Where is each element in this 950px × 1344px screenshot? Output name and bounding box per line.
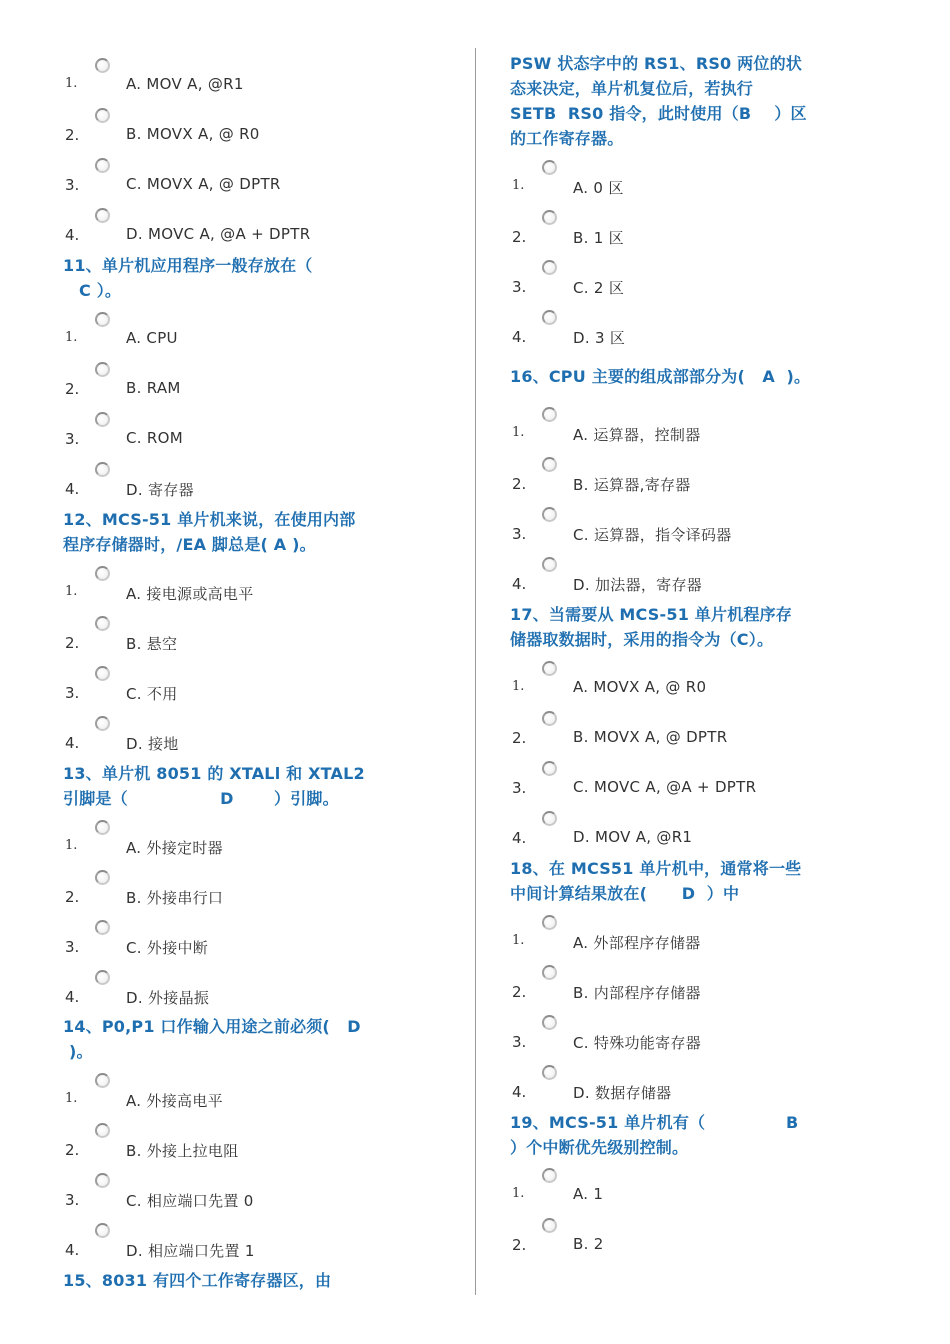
option-label: C. ROM	[126, 429, 183, 447]
option-number: 4.	[65, 988, 80, 1006]
question-text-line: 15、8031 有四个工作寄存器区，由	[63, 1271, 332, 1290]
option-label: D. 接地	[126, 735, 179, 753]
option-label: A. MOV A, @R1	[126, 75, 244, 93]
option-label: C. 外接中断	[126, 939, 209, 957]
option-label: C. 2 区	[573, 279, 625, 297]
option-number: 4.	[65, 1241, 80, 1259]
q14-option-1[interactable]	[63, 1073, 383, 1123]
q16-option-1[interactable]	[510, 407, 830, 457]
option-number: 1.	[512, 425, 525, 440]
option-label: B. 1 区	[573, 229, 624, 247]
option-number: 2.	[512, 475, 527, 493]
question-text-line: 中间计算结果放在( D ）中	[510, 884, 740, 903]
radio-button-icon[interactable]	[542, 965, 557, 980]
option-number: 2.	[65, 126, 80, 144]
q13-option-1[interactable]	[63, 820, 383, 870]
q15-option-2[interactable]	[510, 210, 830, 260]
option-number: 3.	[65, 938, 80, 956]
option-label: C. 特殊功能寄存器	[573, 1034, 702, 1052]
question-text-line: 16、CPU 主要的组成部部分为( A )。	[510, 367, 811, 386]
option-label: D. MOVC A, @A + DPTR	[126, 225, 311, 243]
question-text-line: 态来决定，单片机复位后，若执行	[510, 79, 754, 98]
option-label: A. 接电源或高电平	[126, 585, 254, 603]
option-number: 3.	[65, 430, 80, 448]
option-number: 1.	[512, 1186, 525, 1201]
option-number: 3.	[512, 525, 527, 543]
q14-option-4[interactable]	[63, 1223, 383, 1273]
option-label: C. 运算器，指令译码器	[573, 526, 732, 544]
option-label: D. 3 区	[573, 329, 626, 347]
q14-option-2[interactable]	[63, 1123, 383, 1173]
question-text-line: PSW 状态字中的 RS1、RS0 两位的状	[510, 54, 802, 73]
option-label: D. MOV A, @R1	[573, 828, 693, 846]
option-label: D. 外接晶振	[126, 989, 210, 1007]
q13-option-2[interactable]	[63, 870, 383, 920]
question-12	[63, 507, 355, 557]
q12-option-1[interactable]	[63, 566, 383, 616]
option-number: 1.	[65, 584, 78, 599]
question-text-line: 13、单片机 8051 的 XTALl 和 XTAL2	[63, 764, 365, 783]
radio-button-icon[interactable]	[542, 310, 557, 325]
option-number: 3.	[512, 1033, 527, 1051]
question-17	[510, 602, 792, 652]
q18-option-1[interactable]	[510, 915, 830, 965]
question-text-line: SETB RS0 指令，此时使用（B ）区	[510, 104, 807, 123]
option-number: 3.	[512, 779, 527, 797]
q13-option-4[interactable]	[63, 970, 383, 1020]
option-number: 4.	[65, 734, 80, 752]
q12-option-3[interactable]	[63, 666, 383, 716]
option-label: B. 内部程序存储器	[573, 984, 701, 1002]
option-label: B. RAM	[126, 379, 181, 397]
q18-option-4[interactable]	[510, 1065, 830, 1115]
radio-button-icon[interactable]	[542, 1218, 557, 1233]
question-text-line: 储器取数据时，采用的指令为（C）。	[510, 630, 774, 649]
option-label: A. MOVX A, @ R0	[573, 678, 707, 696]
option-number: 3.	[65, 176, 80, 194]
option-label: C. 不用	[126, 685, 178, 703]
q17-option-1[interactable]	[510, 661, 830, 711]
option-number: 4.	[512, 328, 527, 346]
option-label: B. MOVX A, @ R0	[126, 125, 260, 143]
radio-button-icon[interactable]	[542, 457, 557, 472]
option-label: A. 0 区	[573, 179, 624, 197]
radio-button-icon[interactable]	[542, 661, 557, 676]
q19-option-1[interactable]	[510, 1168, 830, 1218]
question-text-line: 17、当需要从 MCS-51 单片机程序存	[510, 605, 792, 624]
option-number: 2.	[512, 228, 527, 246]
radio-button-icon[interactable]	[542, 507, 557, 522]
option-label: C. MOVC A, @A + DPTR	[573, 778, 757, 796]
option-label: B. MOVX A, @ DPTR	[573, 728, 728, 746]
radio-button-icon[interactable]	[95, 312, 110, 327]
q11-option-1[interactable]	[63, 312, 383, 362]
q17-option-4[interactable]	[510, 811, 830, 861]
question-11	[63, 253, 312, 303]
option-number: 3.	[65, 1191, 80, 1209]
q15-option-1[interactable]	[510, 160, 830, 210]
question-18	[510, 856, 801, 906]
option-label: B. 外接串行口	[126, 889, 224, 907]
radio-button-icon[interactable]	[95, 616, 110, 631]
option-number: 4.	[512, 1083, 527, 1101]
option-label: A. CPU	[126, 329, 178, 347]
q10-option-1[interactable]	[63, 58, 383, 108]
question-text-line: C ）。	[79, 281, 122, 300]
radio-button-icon[interactable]	[95, 920, 110, 935]
option-label: D. 数据存储器	[573, 1084, 672, 1102]
question-19	[510, 1110, 798, 1160]
option-number: 3.	[512, 278, 527, 296]
radio-button-icon[interactable]	[542, 1015, 557, 1030]
question-text-line: )。	[69, 1042, 93, 1061]
option-number: 1.	[512, 178, 525, 193]
radio-button-icon[interactable]	[542, 160, 557, 175]
q13-option-3[interactable]	[63, 920, 383, 970]
q14-option-3[interactable]	[63, 1173, 383, 1223]
option-number: 2.	[65, 380, 80, 398]
q17-option-2[interactable]	[510, 711, 830, 761]
radio-button-icon[interactable]	[95, 716, 110, 731]
option-number: 2.	[512, 1236, 527, 1254]
option-number: 2.	[512, 983, 527, 1001]
question-text-line: 14、P0,P1 口作输入用途之前必须( D	[63, 1017, 361, 1036]
radio-button-icon[interactable]	[542, 1065, 557, 1080]
option-number: 1.	[65, 76, 78, 91]
q10-option-3[interactable]	[63, 158, 383, 208]
radio-button-icon[interactable]	[95, 666, 110, 681]
option-label: A. 外部程序存储器	[573, 934, 701, 952]
question-13	[63, 761, 365, 811]
option-number: 2.	[65, 634, 80, 652]
option-number: 2.	[65, 1141, 80, 1159]
question-text-line: ）个中断优先级别控制。	[510, 1138, 689, 1157]
question-15	[510, 51, 807, 151]
question-text-line: 程序存储器时，/EA 脚总是( A )。	[63, 535, 316, 554]
option-number: 1.	[512, 933, 525, 948]
option-label: A. 1	[573, 1185, 604, 1203]
option-number: 4.	[65, 226, 80, 244]
q10-option-4[interactable]	[63, 208, 383, 258]
option-number: 1.	[512, 679, 525, 694]
option-label: D. 加法器，寄存器	[573, 576, 703, 594]
q16-option-3[interactable]	[510, 507, 830, 557]
option-label: B. 外接上拉电阻	[126, 1142, 239, 1160]
option-number: 3.	[65, 684, 80, 702]
radio-button-icon[interactable]	[95, 820, 110, 835]
radio-button-icon[interactable]	[95, 970, 110, 985]
option-label: B. 2	[573, 1235, 604, 1253]
radio-button-icon[interactable]	[95, 1073, 110, 1088]
option-number: 2.	[65, 888, 80, 906]
q12-option-4[interactable]	[63, 716, 383, 766]
q16-option-2[interactable]	[510, 457, 830, 507]
option-label: A. 运算器，控制器	[573, 426, 701, 444]
question-15-start	[63, 1268, 331, 1293]
radio-button-icon[interactable]	[95, 1123, 110, 1138]
q10-option-2[interactable]	[63, 108, 383, 158]
radio-button-icon[interactable]	[95, 870, 110, 885]
radio-button-icon[interactable]	[95, 1223, 110, 1238]
q15-option-4[interactable]	[510, 310, 830, 360]
radio-button-icon[interactable]	[542, 711, 557, 726]
radio-button-icon[interactable]	[542, 260, 557, 275]
q11-option-2[interactable]	[63, 362, 383, 412]
option-number: 1.	[65, 838, 78, 853]
q11-option-4[interactable]	[63, 462, 383, 512]
radio-button-icon[interactable]	[95, 412, 110, 427]
q11-option-3[interactable]	[63, 412, 383, 462]
radio-button-icon[interactable]	[542, 915, 557, 930]
radio-button-icon[interactable]	[95, 362, 110, 377]
q18-option-3[interactable]	[510, 1015, 830, 1065]
radio-button-icon[interactable]	[95, 58, 110, 73]
radio-button-icon[interactable]	[95, 462, 110, 477]
radio-button-icon[interactable]	[542, 1168, 557, 1183]
option-label: D. 相应端口先置 1	[126, 1242, 255, 1260]
option-number: 2.	[512, 729, 527, 747]
question-text-line: 11、单片机应用程序一般存放在（	[63, 256, 313, 275]
radio-button-icon[interactable]	[542, 407, 557, 422]
radio-button-icon[interactable]	[542, 761, 557, 776]
option-number: 4.	[65, 480, 80, 498]
option-label: A. 外接高电平	[126, 1092, 223, 1110]
radio-button-icon[interactable]	[542, 811, 557, 826]
q18-option-2[interactable]	[510, 965, 830, 1015]
option-label: D. 寄存器	[126, 481, 194, 499]
radio-button-icon[interactable]	[95, 208, 110, 223]
radio-button-icon[interactable]	[95, 158, 110, 173]
q19-option-2[interactable]	[510, 1218, 830, 1268]
option-number: 1.	[65, 330, 78, 345]
question-16	[510, 364, 810, 389]
option-number: 4.	[512, 575, 527, 593]
option-label: C. MOVX A, @ DPTR	[126, 175, 281, 193]
question-text-line: 19、MCS-51 单片机有（ B	[510, 1113, 799, 1132]
option-number: 1.	[65, 1091, 78, 1106]
q15-option-3[interactable]	[510, 260, 830, 310]
radio-button-icon[interactable]	[95, 108, 110, 123]
option-label: B. 运算器,寄存器	[573, 476, 691, 494]
q16-option-4[interactable]	[510, 557, 830, 607]
option-label: C. 相应端口先置 0	[126, 1192, 254, 1210]
question-text-line: 的工作寄存器。	[510, 129, 624, 148]
option-label: B. 悬空	[126, 635, 178, 653]
question-text-line: 引脚是（ D ）引脚。	[63, 789, 339, 808]
radio-button-icon[interactable]	[95, 566, 110, 581]
question-text-line: 12、MCS-51 单片机来说，在使用内部	[63, 510, 356, 529]
option-number: 4.	[512, 829, 527, 847]
question-text-line: 18、在 MCS51 单片机中，通常将一些	[510, 859, 802, 878]
q12-option-2[interactable]	[63, 616, 383, 666]
radio-button-icon[interactable]	[95, 1173, 110, 1188]
q17-option-3[interactable]	[510, 761, 830, 811]
question-14	[63, 1014, 361, 1064]
column-divider	[475, 48, 476, 1295]
option-label: A. 外接定时器	[126, 839, 223, 857]
radio-button-icon[interactable]	[542, 210, 557, 225]
radio-button-icon[interactable]	[542, 557, 557, 572]
